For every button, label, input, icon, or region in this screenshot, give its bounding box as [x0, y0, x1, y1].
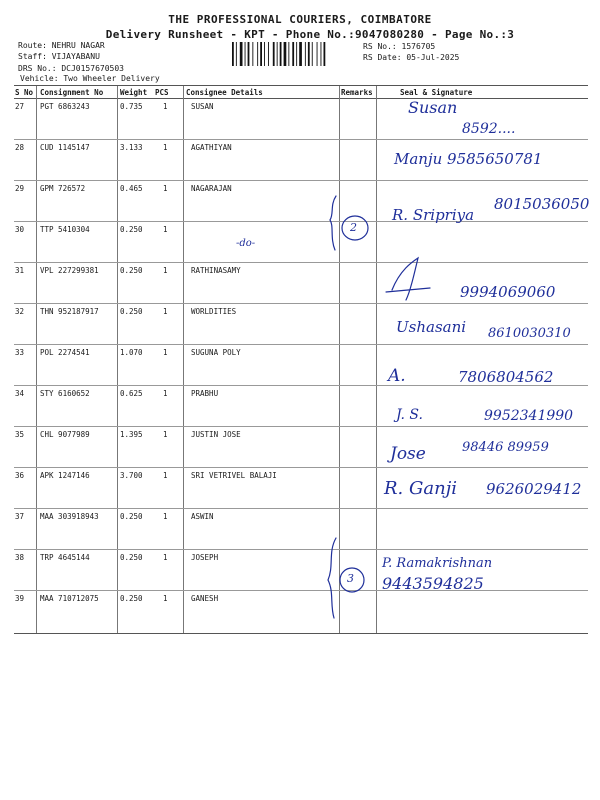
- row-consignee: WORLDITIES: [191, 307, 237, 316]
- report-subtitle: Delivery Runsheet - KPT - Phone No.:9047080280 - Page No.:3: [105, 28, 515, 41]
- row-weight: 0.735: [120, 102, 143, 111]
- row-sno: 28: [15, 143, 25, 152]
- row-weight: 1.395: [120, 430, 143, 439]
- row-pcs: 1: [163, 307, 168, 316]
- phone-34: 9952341990: [484, 408, 574, 424]
- bracket-29-30: [330, 196, 336, 250]
- row-weight: 0.250: [120, 553, 143, 562]
- signature-35-phone: 98446 89959: [462, 440, 549, 455]
- signature-32-phone: 8610030310: [488, 326, 571, 341]
- col-header-sno: S No: [15, 88, 34, 97]
- row-pcs: 1: [163, 512, 168, 521]
- row-pcs: 1: [163, 471, 168, 480]
- row-weight: 3.700: [120, 471, 143, 480]
- row-pcs: 1: [163, 389, 168, 398]
- row-weight: 0.250: [120, 225, 143, 234]
- row-pcs: 1: [163, 430, 168, 439]
- phone-27: 8592....: [462, 121, 516, 137]
- row-consignment: MAA 710712075: [40, 594, 99, 603]
- row-consignment: APK 1247146: [40, 471, 90, 480]
- scribble-31: [386, 258, 430, 300]
- col-header-weight: Weight: [120, 88, 148, 97]
- row-consignee: AGATHIYAN: [191, 143, 232, 152]
- row-consignee: SRI VETRIVEL BALAJI: [191, 471, 277, 480]
- signature-35-name: Jose: [390, 444, 426, 464]
- row-sno: 27: [15, 102, 25, 111]
- row-weight: 1.070: [120, 348, 143, 357]
- row-sno: 29: [15, 184, 25, 193]
- signature-33-name: A.: [388, 366, 406, 386]
- row-consignment: THN 952187917: [40, 307, 99, 316]
- row-weight: 0.465: [120, 184, 143, 193]
- signature-28: Manju 9585650781: [394, 150, 543, 168]
- route-text: Route: NEHRU NAGAR: [18, 41, 105, 50]
- row-consignment: TRP 4645144: [40, 553, 90, 562]
- col-header-consignee: Consignee Details: [186, 88, 263, 97]
- row-weight: 0.250: [120, 512, 143, 521]
- row-consignee: NAGARAJAN: [191, 184, 232, 193]
- signature-38-phone: 9443594825: [382, 574, 484, 593]
- bracket-37-39: [328, 538, 336, 618]
- row-pcs: 1: [163, 184, 168, 193]
- signature-36-phone: 9626029412: [486, 480, 582, 498]
- row-pcs: 1: [163, 266, 168, 275]
- row-consignment: GPM 726572: [40, 184, 86, 193]
- signature-34: J. S.: [396, 407, 423, 423]
- row-consignee: RATHINASAMY: [191, 266, 241, 275]
- bracket-count-1: 2: [350, 221, 357, 234]
- row-consignment: POL 2274541: [40, 348, 90, 357]
- row-pcs: 1: [163, 553, 168, 562]
- row-pcs: 1: [163, 225, 168, 234]
- row-sno: 36: [15, 471, 25, 480]
- rs-date: RS Date: 05-Jul-2025: [363, 53, 460, 62]
- row-sno: 37: [15, 512, 25, 521]
- row-pcs: 1: [163, 594, 168, 603]
- phone-31: 9994069060: [460, 283, 556, 301]
- bracket-count-2: 3: [347, 572, 354, 585]
- row-weight: 0.250: [120, 594, 143, 603]
- signature-36-name: R. Ganji: [384, 478, 458, 499]
- signature-32-name: Ushasani: [396, 318, 467, 336]
- row-consignment: STY 6160652: [40, 389, 90, 398]
- report-title: THE PROFESSIONAL COURIERS, COIMBATORE: [168, 13, 432, 26]
- row-consignment: CUD 1145147: [40, 143, 90, 152]
- row-weight: 0.250: [120, 307, 143, 316]
- row-consignee: PRABHU: [191, 389, 219, 398]
- row-sno: 30: [15, 225, 25, 234]
- row-sno: 34: [15, 389, 25, 398]
- row-sno: 33: [15, 348, 25, 357]
- row-consignee: JUSTIN JOSE: [191, 430, 241, 439]
- row-sno: 35: [15, 430, 25, 439]
- row-consignee: SUSAN: [191, 102, 214, 111]
- row-weight: 0.250: [120, 266, 143, 275]
- signature-29-phone: 8015036050: [494, 195, 590, 213]
- rs-number: RS No.: 1576705: [363, 42, 436, 51]
- row-consignment: TTP 5410304: [40, 225, 90, 234]
- row-consignee: GANESH: [191, 594, 219, 603]
- row-consignment: VPL 227299381: [40, 266, 99, 275]
- row-consignment: MAA 303918943: [40, 512, 99, 521]
- col-header-seal: Seal & Signature: [400, 88, 473, 97]
- row-sno: 38: [15, 553, 25, 562]
- row-weight: 3.133: [120, 143, 143, 152]
- col-header-pcs: PCS: [155, 88, 169, 97]
- row-sno: 39: [15, 594, 25, 603]
- row-pcs: 1: [163, 143, 168, 152]
- row-consignment: PGT 6863243: [40, 102, 90, 111]
- ditto-mark: -do-: [236, 238, 256, 249]
- col-header-remarks: Remarks: [341, 88, 373, 97]
- row-sno: 32: [15, 307, 25, 316]
- row-consignee: JOSEPH: [191, 553, 219, 562]
- row-consignee: ASWIN: [191, 512, 214, 521]
- signature-27: Susan: [408, 98, 458, 117]
- signature-38-name: P. Ramakrishnan: [382, 556, 493, 571]
- row-sno: 31: [15, 266, 25, 275]
- signature-29-name: R. Sripriya: [392, 206, 475, 224]
- row-consignment: CHL 9077989: [40, 430, 90, 439]
- staff-text: Staff: VIJAYABANU: [18, 52, 100, 61]
- signature-33-phone: 7806804562: [458, 368, 554, 386]
- row-pcs: 1: [163, 348, 168, 357]
- drs-number: DRS No.: DCJ0157670503: [18, 64, 124, 73]
- col-header-consignment: Consignment No: [40, 88, 104, 97]
- row-weight: 0.625: [120, 389, 143, 398]
- vehicle-text: Vehicle: Two Wheeler Delivery: [20, 74, 160, 83]
- row-pcs: 1: [163, 102, 168, 111]
- row-consignee: SUGUNA POLY: [191, 348, 241, 357]
